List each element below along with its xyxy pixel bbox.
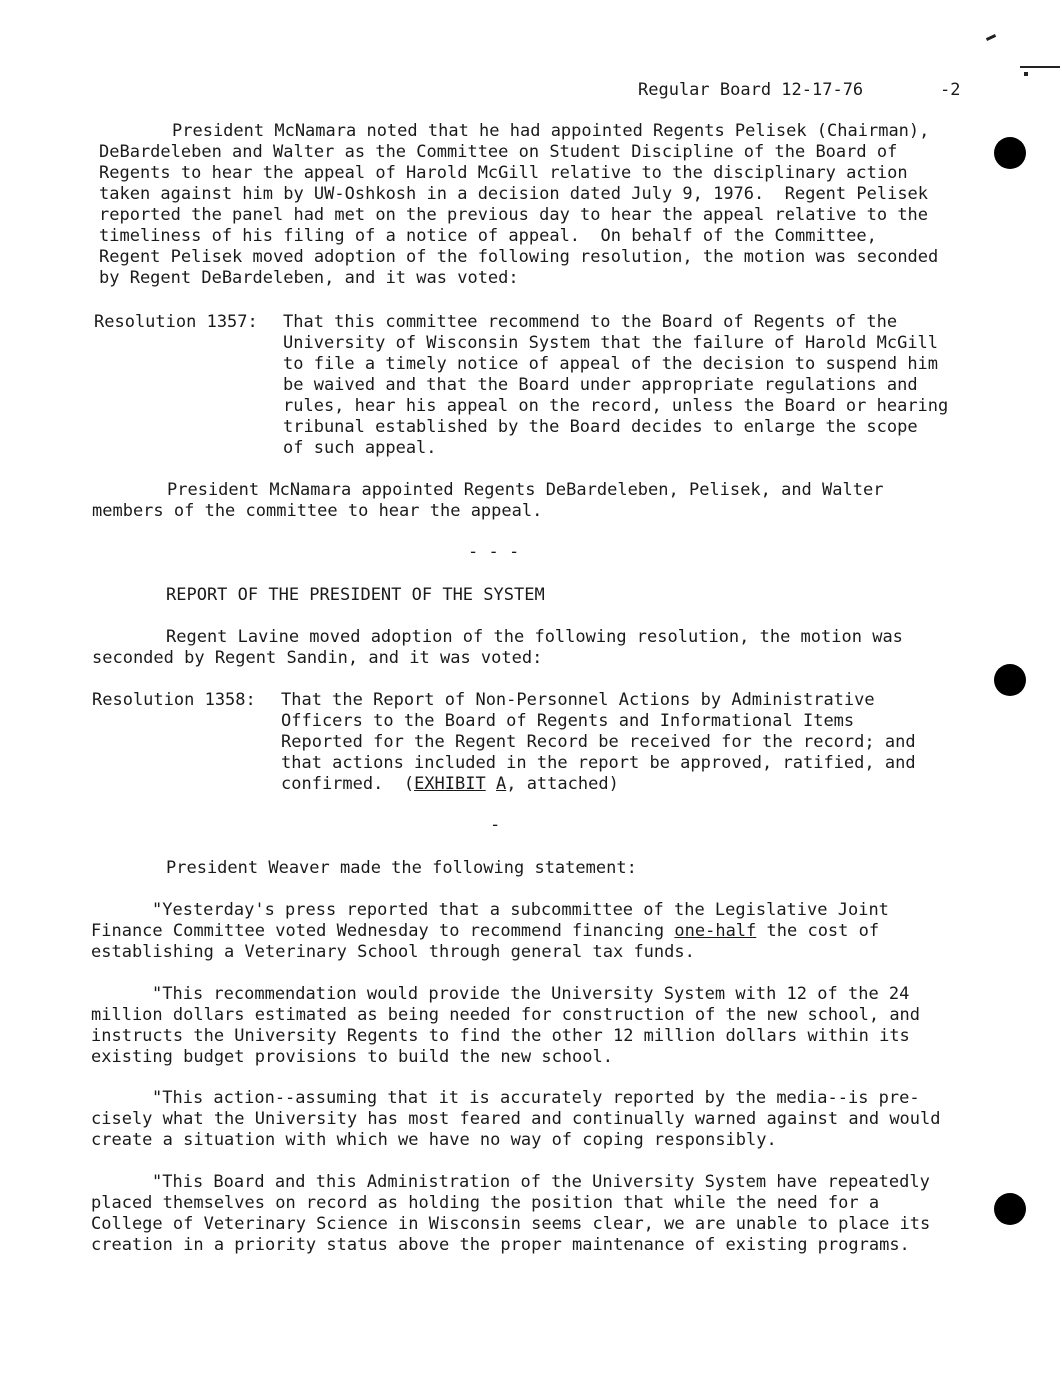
quote-line: [91, 921, 879, 942]
emphasis-text: one-half: [674, 921, 757, 941]
text-line: members of the committee to hear the appeal.: [92, 501, 543, 521]
quote-line: placed themselves on record as holding the position that while the need for a: [91, 1193, 880, 1213]
resolution-text: [486, 774, 496, 794]
separator: - - -: [468, 542, 520, 562]
quote-line: cisely what the University has most feared and continually warned against and would: [91, 1109, 941, 1129]
resolution-label: Resolution 1358:: [92, 690, 256, 710]
quote-line: College of Veterinary Science in Wisconsin seems clear, we are unable to place its: [91, 1214, 931, 1234]
quote-line: "This Board and this Administration of the University System have repeatedly: [152, 1172, 930, 1192]
page-header: Regular Board 12-17-76: [638, 80, 864, 100]
text-line: DeBardeleben and Walter as the Committee on Student Discipline of the Board of: [99, 142, 898, 162]
quote-text: Finance Committee voted Wednesday to recommend financing: [91, 921, 675, 941]
text-line: Regents to hear the appeal of Harold McGill relative to the disciplinary action: [99, 163, 908, 183]
quote-line: instructs the University Regents to find the other 12 million dollars within its: [91, 1026, 910, 1046]
text-line: President McNamara appointed Regents DeBardeleben, Pelisek, and Walter: [167, 480, 884, 500]
quote-line: establishing a Veterinary School through general tax funds.: [91, 942, 695, 962]
resolution-line: be waived and that the Board under appropriate regulations and: [283, 375, 918, 395]
text-line: by Regent DeBardeleben, and it was voted:: [99, 268, 519, 288]
binder-hole: [994, 664, 1026, 696]
text-line: President McNamara noted that he had appointed Regents Pelisek (Chairman),: [172, 121, 930, 141]
quote-line: create a situation with which we have no way of coping responsibly.: [91, 1130, 777, 1150]
resolution-line: that actions included in the report be approved, ratified, and: [281, 753, 916, 773]
quote-line: existing budget provisions to build the new school.: [91, 1047, 613, 1067]
exhibit-reference: EXHIBIT: [414, 774, 486, 794]
text-line: reported the panel had met on the previous day to hear the appeal relative to the: [99, 205, 929, 225]
quote-line: "This recommendation would provide the University System with 12 of the 24: [152, 984, 910, 1004]
separator: -: [490, 815, 501, 835]
resolution-text: , attached): [506, 774, 619, 794]
resolution-line: University of Wisconsin System that the failure of Harold McGill: [283, 333, 939, 353]
scan-mark: [1020, 66, 1060, 68]
resolution-line: Officers to the Board of Regents and Informational Items: [281, 711, 855, 731]
resolution-line: That this committee recommend to the Board of Regents of the: [283, 312, 898, 332]
resolution-line: [281, 774, 619, 795]
resolution-line: to file a timely notice of appeal of the decision to suspend him: [283, 354, 939, 374]
resolution-line: That the Report of Non-Personnel Actions by Administrative: [281, 690, 875, 710]
resolution-line: of such appeal.: [283, 438, 437, 458]
quote-line: "This action--assuming that it is accurately reported by the media--is pre-: [152, 1088, 920, 1108]
quote-line: "Yesterday's press reported that a subcommittee of the Legislative Joint: [152, 900, 889, 920]
quote-text: the cost of: [756, 921, 880, 941]
text-line: seconded by Regent Sandin, and it was voted:: [92, 648, 543, 668]
section-heading: REPORT OF THE PRESIDENT OF THE SYSTEM: [166, 585, 545, 605]
text-line: taken against him by UW-Oshkosh in a decision dated July 9, 1976. Regent Pelisek: [99, 184, 929, 204]
binder-hole: [994, 137, 1026, 169]
text-line: President Weaver made the following statement:: [166, 858, 637, 878]
resolution-line: tribunal established by the Board decides to enlarge the scope: [283, 417, 918, 437]
resolution-line: rules, hear his appeal on the record, unless the Board or hearing: [283, 396, 949, 416]
exhibit-letter: A: [495, 774, 507, 794]
quote-line: creation in a priority status above the proper maintenance of existing programs.: [91, 1235, 910, 1255]
text-line: Regent Lavine moved adoption of the following resolution, the motion was: [166, 627, 903, 647]
scan-mark: [1024, 72, 1028, 76]
text-line: Regent Pelisek moved adoption of the following resolution, the motion was seconded: [99, 247, 939, 267]
text-line: timeliness of his filing of a notice of appeal. On behalf of the Committee,: [99, 226, 877, 246]
resolution-line: Reported for the Regent Record be received for the record; and: [281, 732, 916, 752]
resolution-text: confirmed. (: [281, 774, 415, 794]
quote-line: million dollars estimated as being needed for construction of the new school, and: [91, 1005, 921, 1025]
scan-mark: [986, 34, 996, 41]
binder-hole: [994, 1193, 1026, 1225]
resolution-label: Resolution 1357:: [94, 312, 258, 332]
page-number: -2: [940, 80, 961, 100]
